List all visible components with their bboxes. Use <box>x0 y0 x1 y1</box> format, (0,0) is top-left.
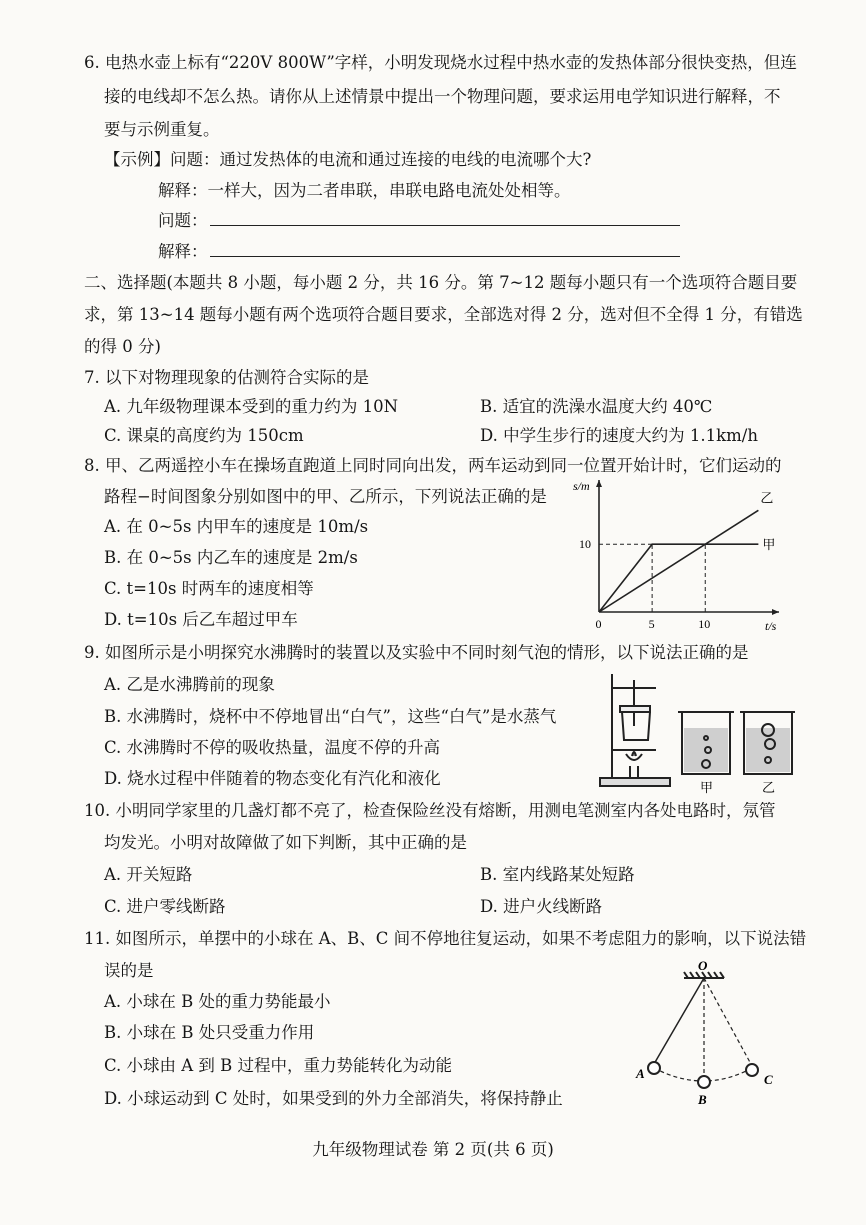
q7-option-a: A. 九年级物理课本受到的重力约为 10N <box>104 397 399 416</box>
q9-option-a: A. 乙是水沸腾前的现象 <box>104 675 275 694</box>
q9-option-c: C. 水沸腾时不停的吸收热量，温度不停的升高 <box>104 738 441 757</box>
q10-line1: 10. 小明同学家里的几盏灯都不亮了，检查保险丝没有熔断，用测电笔测室内各处电路时，氖管 <box>84 801 776 820</box>
q6-example-question: 【示例】问题：通过发热体的电流和通过连接的电线的电流哪个大? <box>104 150 592 169</box>
q6-line3: 要与示例重复。 <box>104 120 220 139</box>
series-label-jia: 甲 <box>762 537 776 553</box>
beaker-yi-label: 乙 <box>762 780 776 795</box>
x-tick-label: 0 <box>595 617 602 631</box>
q8-line1: 8. 甲、乙两遥控小车在操场直跑道上同时同向出发，两车运动到同一位置开始计时，它们运动的 <box>84 456 782 475</box>
section2-line3: 的得 0 分) <box>84 337 161 356</box>
series-label-yi: 乙 <box>760 490 774 506</box>
y-axis-label: s/m <box>573 479 590 493</box>
q6-answer-blank <box>158 241 680 263</box>
x-tick-label: 5 <box>648 617 655 631</box>
chart-axes <box>596 480 779 615</box>
q7-option-b: B. 适宜的洗澡水温度大约 40℃ <box>480 397 713 416</box>
q10-option-d: D. 进户火线断路 <box>480 897 603 916</box>
page-footer: 九年级物理试卷 第 2 页(共 6 页) <box>312 1140 554 1159</box>
q11-option-b: B. 小球在 B 处只受重力作用 <box>104 1023 315 1042</box>
q11-option-d: D. 小球运动到 C 处时，如果受到的外力全部消失，将保持静止 <box>104 1089 563 1108</box>
section2-line1: 二、选择题(本题共 8 小题，每小题 2 分，共 16 分。第 7~12 题每小题只有一个选项符合题目要 <box>84 273 798 292</box>
q6-line2: 接的电线却不怎么热。请你从上述情景中提出一个物理问题，要求运用电学知识进行解释，不 <box>104 87 781 106</box>
iron-stand-icon <box>600 674 670 786</box>
q6-question-blank <box>158 210 680 232</box>
q8-option-d: D. t=10s 后乙车超过甲车 <box>104 610 298 629</box>
q11-option-a: A. 小球在 B 处的重力势能最小 <box>104 992 331 1011</box>
x-tick-label: 10 <box>698 617 711 631</box>
q7-stem: 7. 以下对物理现象的估测符合实际的是 <box>84 368 369 387</box>
q9-option-d: D. 烧水过程中伴随着的物态变化有汽化和液化 <box>104 769 441 788</box>
ball-b-icon <box>698 1076 710 1088</box>
s-t-graph <box>565 478 795 638</box>
q10-line2: 均发光。小明对故障做了如下判断，其中正确的是 <box>104 833 467 852</box>
section2-line2: 求，第 13~14 题每小题有两个选项符合题目要求，全部选对得 2 分，选对但不全得 1 分，有错选 <box>84 305 803 324</box>
q6-answer-label: 解释： <box>158 242 208 261</box>
label-o: O <box>698 958 708 973</box>
x-axis-label: t/s <box>765 619 777 633</box>
q6-question-label: 问题： <box>158 211 208 230</box>
q8-line2: 路程−时间图象分别如图中的甲、乙所示，下列说法正确的是 <box>104 487 547 506</box>
string-to-c <box>704 978 752 1066</box>
y-axis-arrow-icon <box>596 480 602 487</box>
label-a: A <box>636 1066 645 1081</box>
y-tick-label: 10 <box>579 537 591 552</box>
boiling-apparatus-figure <box>596 666 796 796</box>
chart-series <box>599 490 775 612</box>
beaker-jia-label: 甲 <box>700 780 714 795</box>
label-c: C <box>764 1072 773 1087</box>
q9-stem: 9. 如图所示是小明探究水沸腾时的装置以及实验中不同时刻气泡的情形，以下说法正确的是 <box>84 643 749 662</box>
beaker-yi-icon <box>740 712 795 774</box>
q11-line1: 11. 如图所示，单摆中的小球在 A、B、C 间不停地往复运动，如果不考虑阻力的影响，以下说法错 <box>84 929 807 948</box>
q9-option-b: B. 水沸腾时，烧杯中不停地冒出“白气”，这些“白气”是水蒸气 <box>104 707 557 726</box>
ball-a-icon <box>648 1062 660 1074</box>
series-line-yi <box>599 510 758 612</box>
q8-option-a: A. 在 0~5s 内甲车的速度是 10m/s <box>104 517 369 536</box>
q10-option-b: B. 室内线路某处短路 <box>480 865 635 884</box>
series-line-jia <box>599 544 758 612</box>
ball-c-icon <box>746 1064 758 1076</box>
pendulum-figure <box>628 958 788 1108</box>
q6-example-answer: 解释：一样大，因为二者串联，串联电路电流处处相等。 <box>158 181 571 200</box>
q6-line1: 6. 电热水壶上标有“220V 800W”字样，小明发现烧水过程中热水壶的发热体部分很快变热，但连 <box>84 53 797 72</box>
string-to-a <box>654 978 704 1064</box>
q8-option-c: C. t=10s 时两车的速度相等 <box>104 579 314 598</box>
q7-option-c: C. 课桌的高度约为 150cm <box>104 426 304 445</box>
question-answer-line <box>210 211 680 226</box>
x-axis-arrow-icon <box>772 609 779 615</box>
beaker-jia-icon <box>678 712 734 774</box>
q8-option-b: B. 在 0~5s 内乙车的速度是 2m/s <box>104 548 358 567</box>
q7-option-d: D. 中学生步行的速度大约为 1.1km/h <box>480 426 758 445</box>
explanation-answer-line <box>210 242 680 257</box>
q10-option-c: C. 进户零线断路 <box>104 897 226 916</box>
q10-option-a: A. 开关短路 <box>104 865 193 884</box>
label-b: B <box>698 1092 707 1107</box>
q11-line2: 误的是 <box>104 961 154 980</box>
q11-option-c: C. 小球由 A 到 B 过程中，重力势能转化为动能 <box>104 1056 453 1075</box>
